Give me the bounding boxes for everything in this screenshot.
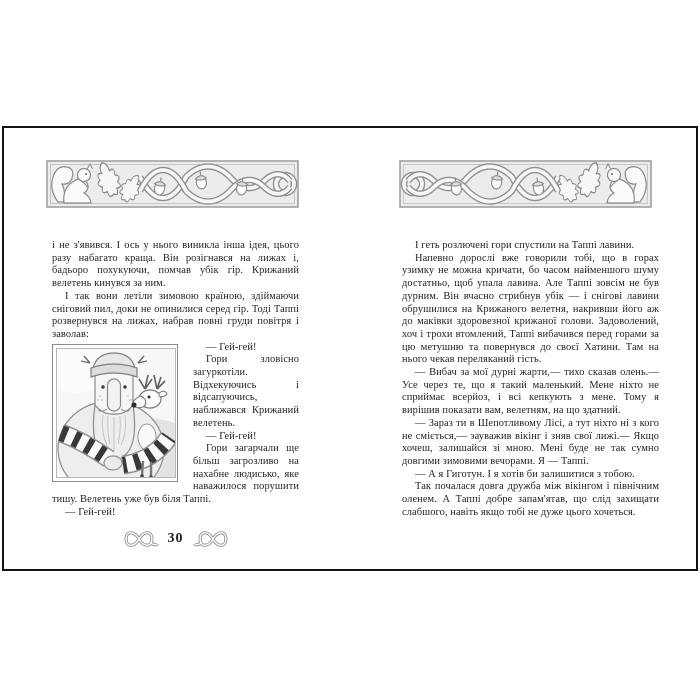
paragraph: Напевно дорослі вже говорили тобі, що в горах узимку не можна кричати, бо часом найменшого шуму достатньо, щоб упала лавина. Але Таппі зовсім не був дурним. Він вчасно стрибнув убік — і снігові лавини обрушилися на Крижаного велетня, накривши його аж до маківки здоровезної крижаної голови. Задоволений, хоч і трохи втомлений, Таппі вибачився перед горами за цю метушню та повернувся до своєї Хатини. Там на нього чекав переляканий гість. [402,252,659,366]
paragraph: І так вони летіли зимовою країною, здіймаючи сніговий пил, доки не опинилися серед гір. Тоді Таппі розвернувся на лижах, набрав повні груди повітря і заволав: [52,290,299,340]
paragraph: — А я Гиготун. І я хотів би залишитися з тобою. [415,468,635,480]
paragraph: — Гей-гей! [206,430,257,442]
knot-ornament-right-icon [193,527,233,551]
viking-reindeer-illustration [52,344,178,482]
squirrel-knotwork-mirrored-icon [399,160,652,208]
paragraph: Так почалася довга дружба між вікінгом і північним оленем. А Таппі добре запам'ятав, що слід захищати слабшого, навіть якщо тобі не дуже цього хочеться. [402,481,659,518]
header-ornament-left [46,160,299,208]
paragraph: І геть розлючені гори спустили на Таппі лавини. [415,240,635,251]
header-ornament-right [399,160,652,208]
left-page-text [52,240,299,519]
squirrel-knotwork-icon [46,160,299,208]
paragraph: — Вибач за мої дурні жарти,— тихо сказав олень.— Усе через те, що я такий маленький. Мене ніхто не сприймає всерйоз, і всі кепкують з мене. Тому я вирішив показати вам, велетням, на що здатний. [402,367,659,417]
page-number: 30 [167,531,184,546]
paragraph: Гори зловісно загуркотіли. Відхекуючись і відсапуючись, наближався Крижаний велетень. [193,354,299,429]
paragraph: — Гей-гей! [65,506,116,518]
viking-mitten [104,456,122,470]
paragraph: — Гей-гей! [206,341,257,353]
viking-nose [108,379,121,411]
viking-hugging-reindeer-icon [56,348,176,478]
right-page-text [402,240,659,519]
paragraph: і не з'явився. І ось у нього виникла інша ідея, цього разу набагато краща. Він розігнався на лижах і, бадьоро похукуючи, помчав убік гір. Крижаний велетень кинувся за ним. [52,240,299,290]
knot-ornament-left-icon [119,527,159,551]
paragraph: Гори загарчали ще більш загрозливо на нахабне людисько, яке наважилося порушити тишу. Велетень уже був біля Таппі. [52,443,299,506]
page-footer [52,527,299,551]
paragraph: — Зараз ти в Шепотливому Лісі, а тут ніхто ні з кого не сміється,— зауважив вікінг і зняв свої лижі.— Якщо хочеш, залишайся зі мною. Мені буде не так сумно довгими зимовими вечорами. Я — Таппі. [402,417,659,467]
